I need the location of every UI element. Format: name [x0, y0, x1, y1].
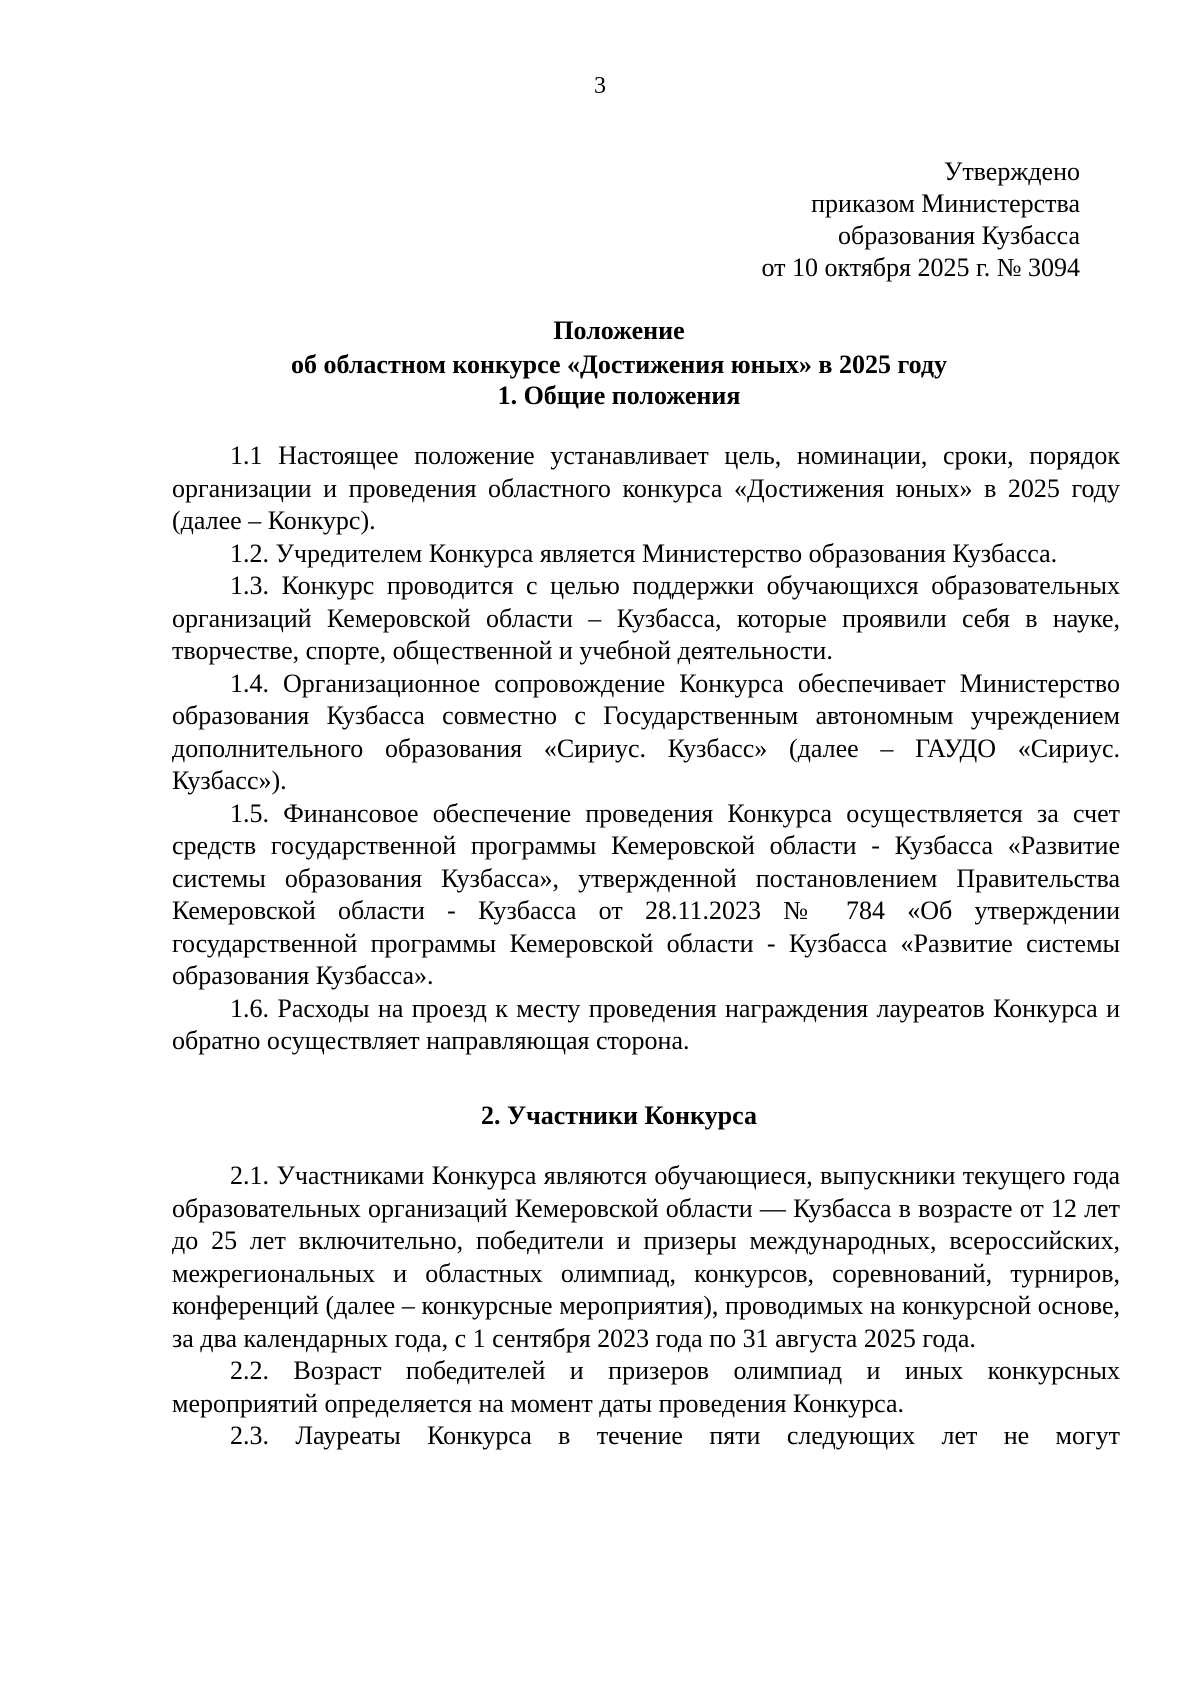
- section-1-body: [172, 440, 1120, 1058]
- paragraph: 1.2. Учредителем Конкурса является Министерство образования Кузбасса.: [230, 538, 1058, 568]
- page-number: 3: [594, 73, 606, 99]
- approval-stamp-block: [560, 156, 1080, 284]
- paragraph: 2.2. Возраст победителей и призеров олимпиад и иных конкурсных мероприятий определяется на момент даты проведения Конкурса.: [172, 1356, 1120, 1418]
- title-line: Положение: [553, 316, 685, 345]
- section-2-heading: 2. Участники Конкурса: [481, 1101, 757, 1130]
- paragraph: 1.1 Настоящее положение устанавливает цель, номинации, сроки, порядок организации и проведения областного конкурса «Достижения юных» в 2025 году (далее – Конкурс).: [172, 441, 1120, 535]
- approval-line: приказом Министерства: [811, 189, 1080, 218]
- title-line: об областном конкурсе «Достижения юных» в 2025 году: [290, 350, 948, 379]
- paragraph: 2.3. Лауреаты Конкурса в течение пяти следующих лет не могут: [230, 1421, 1120, 1450]
- approval-line: образования Кузбасса: [837, 221, 1080, 250]
- approval-line: от 10 октября 2025 г. № 3094: [761, 253, 1080, 282]
- paragraph: 1.3. Конкурс проводится с целью поддержки обучающихся образовательных организаций Кемеровской области – Кузбасса, которые проявили себя в науке, творчестве, спорте, общественной и учебной деятельности.: [172, 571, 1120, 665]
- section-2-body: [172, 1160, 1120, 1453]
- approval-line: Утверждено: [943, 157, 1080, 186]
- paragraph: 1.5. Финансовое обеспечение проведения Конкурса осуществляется за счет средств государственной программы Кемеровской области - Кузбасса «Развитие системы образования Кузбасса», утвержденной постановлением Правительства Кемеровской области - Кузбасса от 28.11.2023 № 784 «Об утверждении государственной программы Кемеровской области - Кузбасса «Развитие системы образования Кузбасса».: [172, 798, 1120, 990]
- paragraph: 1.6. Расходы на проезд к месту проведения награждения лауреатов Конкурса и обратно осуществляет направляющая сторона.: [172, 993, 1120, 1055]
- paragraph: 2.1. Участниками Конкурса являются обучающиеся, выпускники текущего года образовательных организаций Кемеровской области — Кузбасса в возрасте от 12 лет до 25 лет включительно, победители и призеры международных, всероссийских, межрегиональных и областных олимпиад, конкурсов, соревнований, турниров, конференций (далее – конкурсные мероприятия), проводимых на конкурсной основе, за два календарных года, с 1 сентября 2023 года по 31 августа 2025 года.: [172, 1161, 1120, 1353]
- section-1-heading: 1. Общие положения: [497, 381, 741, 410]
- document-title: [158, 314, 1080, 382]
- paragraph: 1.4. Организационное сопровождение Конкурса обеспечивает Министерство образования Кузбасса совместно с Государственным автономным учреждением дополнительного образования «Сириус. Кузбасс» (далее – ГАУДО «Сириус. Кузбасс»).: [172, 668, 1120, 795]
